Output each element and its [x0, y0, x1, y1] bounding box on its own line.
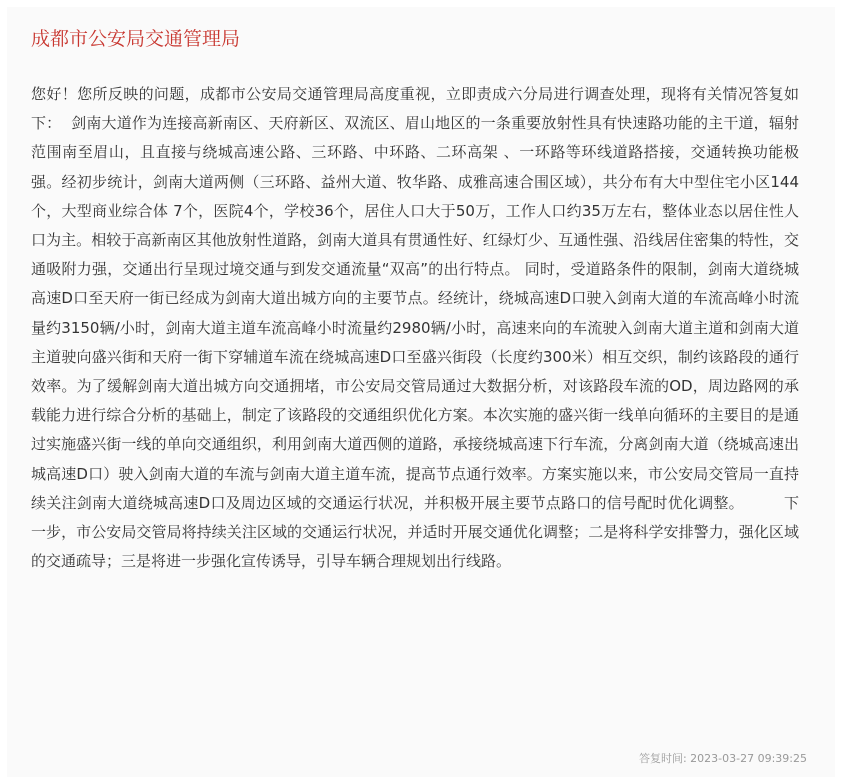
reply-content: 您好！您所反映的问题，成都市公安局交通管理局高度重视，立即责成六分局进行调查处理，现将有关情况答复如下： 剑南大道作为连接高新南区、天府新区、双流区、眉山地区的一条重要放射性具有快速路功能的主干道，辐射范围南至眉山，且直接与绕城高速公路、三环路、中环路、二环高架 、一环路等环线道路搭接，交通转换功能极强。经初步统计，剑南大道两侧（三环路、益州大道、牧华路、成雅高速合围区域），共分布有大中型住宅小区144个，大型商业综合体 7个，医院4个，学校36个，居住人口大于50万，工作人口约35万左右，整体业态以居住性人口为主。相较于高新南区其他放射性道路，剑南大道具有贯通性好、红绿灯少、互通性强、沿线居住密集的特性，交通吸附力强，交通出行呈现过境交通与到发交通流量“双高”的出行特点。 同时，受道路条件的限制，剑南大道绕城高速D口至天府一街已经成为剑南大道出城方向的主要节点。经统计，绕城高速D口驶入剑南大道的车流高峰小时流量约3150辆/小时，剑南大道主道车流高峰小时流量约2980辆/小时，高速来向的车流驶入剑南大道主道和剑南大道主道驶向盛兴街和天府一街下穿辅道车流在绕城高速D口至盛兴街段（长度约300米）相互交织，制约该路段的通行效率。为了缓解剑南大道出城方向交通拥堵，市公安局交管局通过大数据分析，对该路段车流的OD，周边路网的承载能力进行综合分析的基础上，制定了该路段的交通组织优化方案。本次实施的盛兴街一线单向循环的主要目的是通过实施盛兴街一线的单向交通组织，利用剑南大道西侧的道路，承接绕城高速下行车流，分离剑南大道（绕城高速出城高速D口）驶入剑南大道的车流与剑南大道主道车流，提高节点通行效率。方案实施以来，市公安局交管局一直持续关注剑南大道绕城高速D口及周边区域的交通运行状况，并积极开展主要节点路口的信号配时优化调整。 下一步，市公安局交管局将持续关注区域的交通运行状况，并适时开展交通优化调整；二是将科学安排警力，强化区域的交通疏导；三是将进一步强化宣传诱导，引导车辆合理规划出行线路。 [31, 85, 799, 571]
reply-time-value: 2023-03-27 09:39:25 [690, 752, 807, 765]
reply-time [639, 751, 807, 767]
reply-card [7, 7, 835, 777]
department-title: 成都市公安局交通管理局 [31, 28, 241, 50]
reply-time-label: 答复时间: [638, 752, 687, 765]
